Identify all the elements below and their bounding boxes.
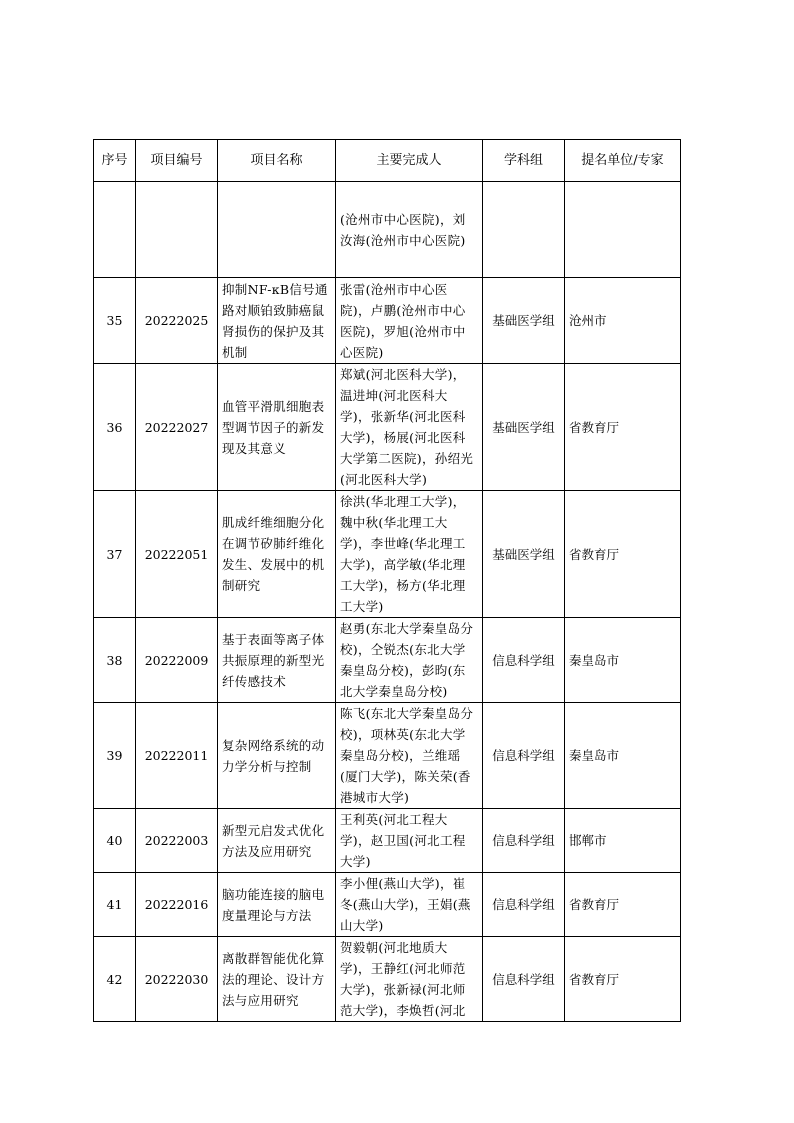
table-row (94, 809, 681, 873)
row-main-contributors: 王利英(河北工程大学)，赵卫国(河北工程大学) (336, 809, 483, 873)
row-nominating-unit: 沧州市 (565, 278, 681, 364)
row-project-code: 20222003 (136, 809, 218, 873)
row-project-name: 新型元启发式优化方法及应用研究 (218, 809, 336, 873)
row-index: 37 (94, 491, 136, 618)
table-row (94, 364, 681, 491)
row-nominating-unit (565, 182, 681, 278)
row-main-contributors: 陈飞(东北大学秦皇岛分校)，项林英(东北大学秦皇岛分校)，兰维瑶(厦门大学)，陈关荣(香港城市大学) (336, 703, 483, 809)
row-project-code: 20222016 (136, 873, 218, 937)
row-project-name: 肌成纤维细胞分化在调节矽肺纤维化发生、发展中的机制研究 (218, 491, 336, 618)
row-project-name: 复杂网络系统的动力学分析与控制 (218, 703, 336, 809)
row-discipline-group: 信息科学组 (483, 873, 565, 937)
table-row (94, 278, 681, 364)
row-project-code: 20222051 (136, 491, 218, 618)
row-discipline-group: 信息科学组 (483, 937, 565, 1022)
row-index: 35 (94, 278, 136, 364)
row-project-name (218, 182, 336, 278)
row-nominating-unit: 秦皇岛市 (565, 618, 681, 703)
row-nominating-unit: 省教育厅 (565, 364, 681, 491)
row-index (94, 182, 136, 278)
row-project-name: 抑制NF-κB信号通路对顺铂致肺癌鼠肾损伤的保护及其机制 (218, 278, 336, 364)
table-row (94, 937, 681, 1022)
row-main-contributors: 郑斌(河北医科大学)，温进坤(河北医科大学)，张新华(河北医科大学)，杨展(河北医科大学第二医院)，孙绍光(河北医科大学) (336, 364, 483, 491)
table-row-continuation (94, 182, 681, 278)
row-project-code: 20222011 (136, 703, 218, 809)
row-nominating-unit: 省教育厅 (565, 873, 681, 937)
row-nominating-unit: 省教育厅 (565, 491, 681, 618)
row-main-contributors: (沧州市中心医院)，刘汝海(沧州市中心医院) (336, 182, 483, 278)
row-main-contributors: 贺毅朝(河北地质大学)，王静红(河北师范大学)，张新禄(河北师范大学)，李焕哲(河北 (336, 937, 483, 1022)
row-main-contributors: 徐洪(华北理工大学)，魏中秋(华北理工大学)，李世峰(华北理工大学)，高学敏(华北理工大学)，杨方(华北理工大学) (336, 491, 483, 618)
row-index: 42 (94, 937, 136, 1022)
row-nominating-unit: 秦皇岛市 (565, 703, 681, 809)
table-row (94, 491, 681, 618)
table-row (94, 703, 681, 809)
row-index: 39 (94, 703, 136, 809)
awards-table (93, 139, 681, 1022)
row-main-contributors: 李小俚(燕山大学)，崔冬(燕山大学)，王娟(燕山大学) (336, 873, 483, 937)
header-discipline-group: 学科组 (483, 140, 565, 182)
row-discipline-group: 基础医学组 (483, 278, 565, 364)
row-nominating-unit: 省教育厅 (565, 937, 681, 1022)
row-discipline-group: 基础医学组 (483, 364, 565, 491)
row-project-name: 脑功能连接的脑电度量理论与方法 (218, 873, 336, 937)
header-index: 序号 (94, 140, 136, 182)
header-project-code: 项目编号 (136, 140, 218, 182)
row-discipline-group (483, 182, 565, 278)
row-project-code (136, 182, 218, 278)
row-nominating-unit: 邯郸市 (565, 809, 681, 873)
row-discipline-group: 基础医学组 (483, 491, 565, 618)
row-project-name: 血管平滑肌细胞表型调节因子的新发现及其意义 (218, 364, 336, 491)
row-project-code: 20222009 (136, 618, 218, 703)
header-main-contributors: 主要完成人 (336, 140, 483, 182)
table-row (94, 873, 681, 937)
header-project-name: 项目名称 (218, 140, 336, 182)
row-index: 40 (94, 809, 136, 873)
row-project-name: 离散群智能优化算法的理论、设计方法与应用研究 (218, 937, 336, 1022)
header-nominating-unit: 提名单位/专家 (565, 140, 681, 182)
table-row (94, 618, 681, 703)
row-project-code: 20222025 (136, 278, 218, 364)
row-main-contributors: 张雷(沧州市中心医院)，卢鹏(沧州市中心医院)，罗旭(沧州市中心医院) (336, 278, 483, 364)
row-index: 36 (94, 364, 136, 491)
table-header-row (94, 140, 681, 182)
row-discipline-group: 信息科学组 (483, 703, 565, 809)
row-project-name: 基于表面等离子体共振原理的新型光纤传感技术 (218, 618, 336, 703)
row-discipline-group: 信息科学组 (483, 618, 565, 703)
row-main-contributors: 赵勇(东北大学秦皇岛分校)，仝锐杰(东北大学秦皇岛分校)，彭昀(东北大学秦皇岛分校) (336, 618, 483, 703)
row-project-code: 20222030 (136, 937, 218, 1022)
row-discipline-group: 信息科学组 (483, 809, 565, 873)
row-index: 41 (94, 873, 136, 937)
row-index: 38 (94, 618, 136, 703)
row-project-code: 20222027 (136, 364, 218, 491)
